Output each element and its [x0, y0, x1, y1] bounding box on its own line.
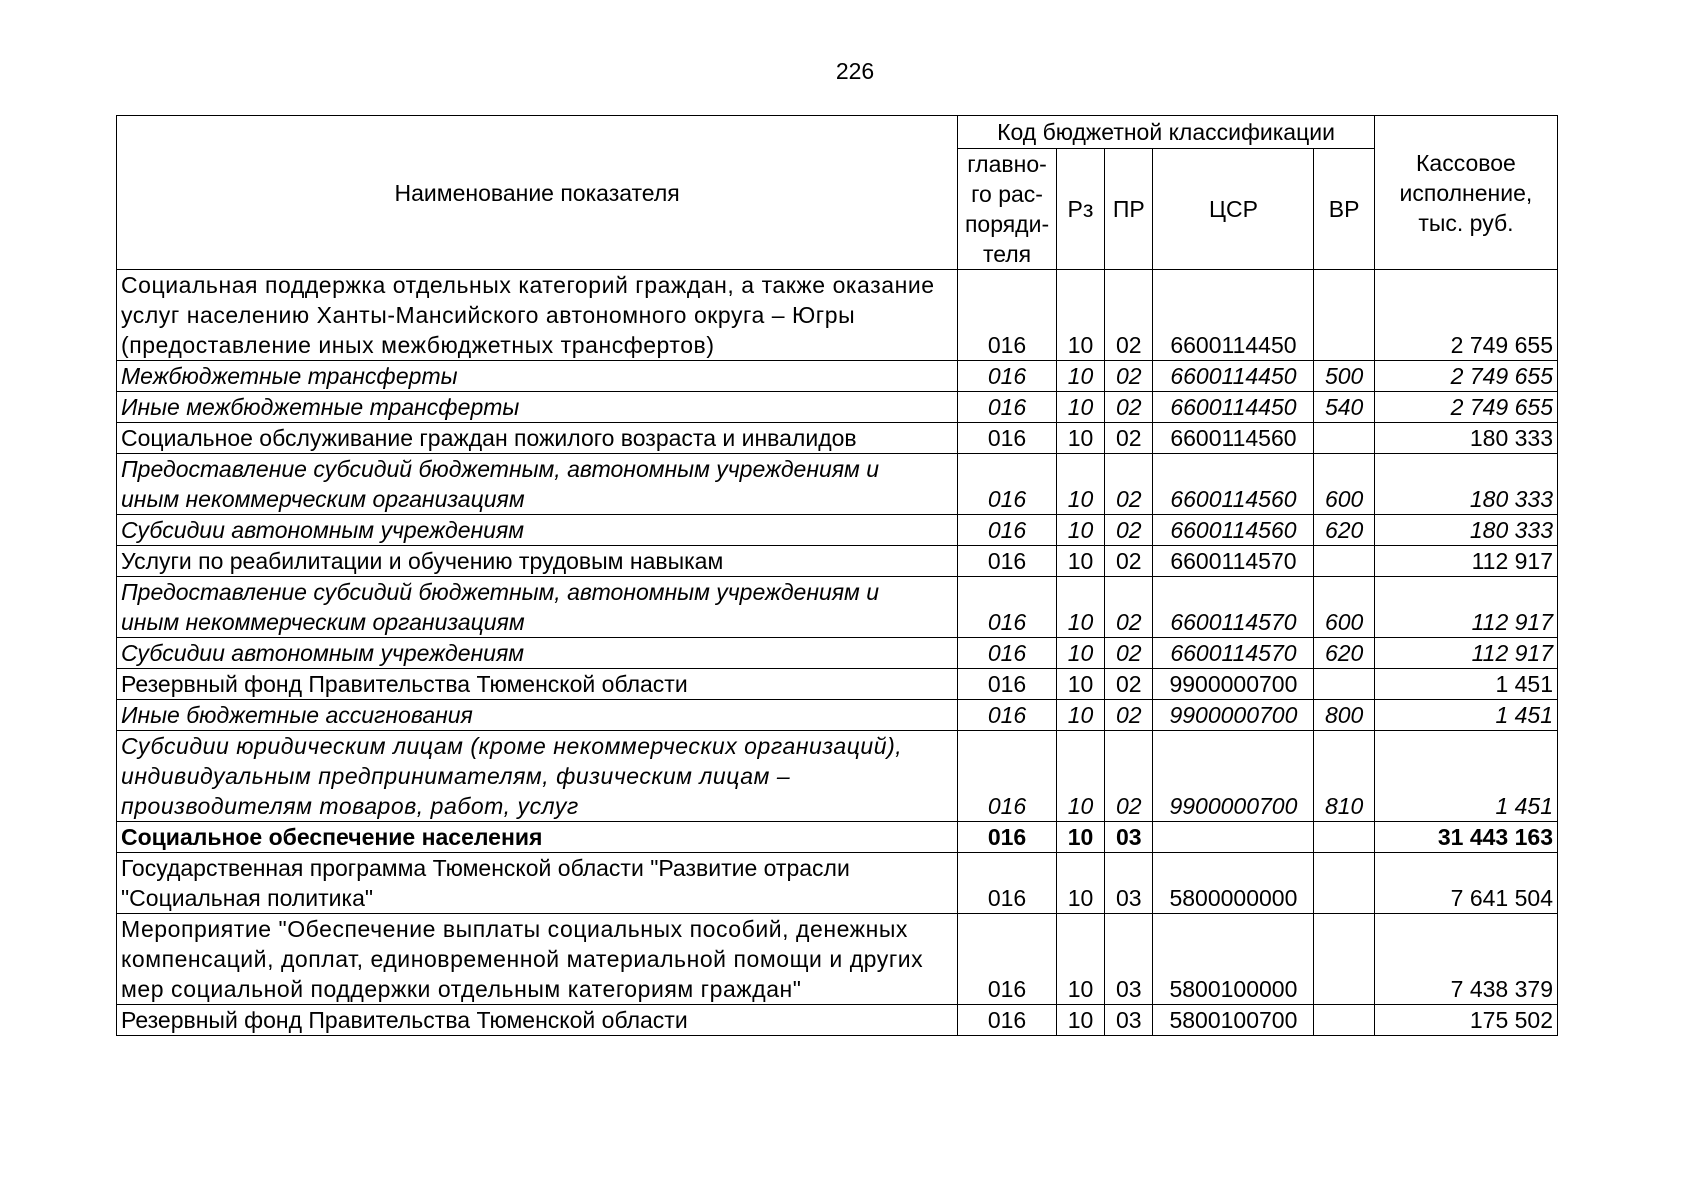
- cell-csr: 6600114570: [1153, 546, 1314, 577]
- table-row: [117, 853, 1558, 914]
- cell-rz: 10: [1056, 361, 1104, 392]
- cell-main-manager: 016: [958, 700, 1057, 731]
- row-name: [117, 669, 958, 700]
- header-main-manager: [958, 149, 1057, 270]
- cell-csr: 5800000000: [1153, 853, 1314, 914]
- table-body: [117, 270, 1558, 1036]
- cell-pr: 03: [1105, 1005, 1153, 1036]
- row-name: [117, 853, 958, 914]
- row-name-line: Социальное обслуживание граждан пожилого возраста и инвалидов: [121, 425, 857, 451]
- cell-vr: 600: [1314, 577, 1374, 638]
- cell-amount: 2 749 655: [1374, 392, 1557, 423]
- row-name-line: Субсидии юридическим лицам (кроме некоммерческих организаций),: [121, 733, 903, 759]
- row-name: [117, 1005, 958, 1036]
- table-row: [117, 392, 1558, 423]
- header-exec-line: исполнение,: [1399, 179, 1533, 206]
- cell-rz: 10: [1056, 669, 1104, 700]
- cell-rz: 10: [1056, 577, 1104, 638]
- header-glav-line: теля: [982, 241, 1032, 267]
- table-row: [117, 577, 1558, 638]
- cell-pr: 03: [1105, 914, 1153, 1005]
- row-name-line: Межбюджетные трансферты: [121, 363, 458, 389]
- cell-csr: 6600114450: [1153, 392, 1314, 423]
- table-row: [117, 361, 1558, 392]
- header-cash-execution: [1374, 116, 1557, 270]
- row-name-line: услуг населению Ханты-Мансийского автономного округа – Югры: [121, 302, 856, 328]
- row-name: [117, 577, 958, 638]
- row-name: [117, 914, 958, 1005]
- row-name-line: Социальная поддержка отдельных категорий граждан, а также оказание: [121, 272, 935, 298]
- cell-amount: 1 451: [1374, 700, 1557, 731]
- cell-rz: 10: [1056, 454, 1104, 515]
- cell-csr: 6600114560: [1153, 515, 1314, 546]
- header-vr: ВР: [1314, 149, 1374, 270]
- cell-rz: 10: [1056, 700, 1104, 731]
- cell-rz: 10: [1056, 731, 1104, 822]
- cell-vr: [1314, 546, 1374, 577]
- cell-rz: 10: [1056, 853, 1104, 914]
- cell-amount: 180 333: [1374, 454, 1557, 515]
- cell-pr: 02: [1105, 546, 1153, 577]
- table-row: [117, 669, 1558, 700]
- cell-main-manager: 016: [958, 822, 1057, 853]
- cell-vr: 600: [1314, 454, 1374, 515]
- cell-vr: [1314, 914, 1374, 1005]
- cell-csr: 6600114570: [1153, 638, 1314, 669]
- row-name: [117, 700, 958, 731]
- cell-vr: 540: [1314, 392, 1374, 423]
- table-row: [117, 546, 1558, 577]
- row-name-line: Субсидии автономным учреждениям: [121, 640, 525, 666]
- cell-pr: 03: [1105, 853, 1153, 914]
- budget-table: [116, 115, 1558, 1036]
- cell-pr: 02: [1105, 423, 1153, 454]
- row-name-line: иным некоммерческим организациям: [121, 609, 525, 635]
- cell-main-manager: 016: [958, 454, 1057, 515]
- cell-main-manager: 016: [958, 669, 1057, 700]
- cell-csr: 9900000700: [1153, 669, 1314, 700]
- cell-rz: 10: [1056, 822, 1104, 853]
- cell-pr: 02: [1105, 361, 1153, 392]
- cell-csr: 6600114560: [1153, 454, 1314, 515]
- cell-vr: [1314, 822, 1374, 853]
- row-name-line: Резервный фонд Правительства Тюменской области: [121, 671, 688, 697]
- cell-pr: 02: [1105, 392, 1153, 423]
- cell-amount: 1 451: [1374, 669, 1557, 700]
- cell-rz: 10: [1056, 638, 1104, 669]
- header-glav-line: го рас-: [971, 181, 1043, 207]
- cell-csr: [1153, 822, 1314, 853]
- cell-vr: 620: [1314, 515, 1374, 546]
- cell-pr: 02: [1105, 270, 1153, 361]
- row-name-line: Иные межбюджетные трансферты: [121, 394, 520, 420]
- cell-vr: 620: [1314, 638, 1374, 669]
- cell-pr: 02: [1105, 454, 1153, 515]
- row-name: [117, 822, 958, 853]
- table-row: [117, 914, 1558, 1005]
- row-name-line: Государственная программа Тюменской области "Развитие отрасли: [121, 855, 850, 881]
- row-name-line: "Социальная политика": [121, 885, 374, 911]
- row-name: [117, 638, 958, 669]
- row-name-line: Резервный фонд Правительства Тюменской области: [121, 1007, 688, 1033]
- cell-main-manager: 016: [958, 270, 1057, 361]
- cell-main-manager: 016: [958, 361, 1057, 392]
- row-name: [117, 731, 958, 822]
- table-row: [117, 515, 1558, 546]
- cell-amount: 1 451: [1374, 731, 1557, 822]
- row-name-line: (предоставление иных межбюджетных трансфертов): [121, 332, 715, 358]
- cell-rz: 10: [1056, 270, 1104, 361]
- cell-csr: 9900000700: [1153, 731, 1314, 822]
- cell-main-manager: 016: [958, 546, 1057, 577]
- cell-csr: 6600114560: [1153, 423, 1314, 454]
- cell-rz: 10: [1056, 1005, 1104, 1036]
- cell-vr: [1314, 270, 1374, 361]
- table-row: [117, 822, 1558, 853]
- cell-pr: 02: [1105, 669, 1153, 700]
- header-glav-line: поряди-: [964, 211, 1050, 237]
- cell-rz: 10: [1056, 515, 1104, 546]
- row-name: [117, 515, 958, 546]
- table-row: [117, 638, 1558, 669]
- cell-rz: 10: [1056, 392, 1104, 423]
- cell-csr: 6600114450: [1153, 270, 1314, 361]
- table-row: [117, 423, 1558, 454]
- cell-main-manager: 016: [958, 914, 1057, 1005]
- cell-main-manager: 016: [958, 638, 1057, 669]
- cell-amount: 175 502: [1374, 1005, 1557, 1036]
- row-name: [117, 392, 958, 423]
- row-name-line: мер социальной поддержки отдельным категориям граждан": [121, 976, 802, 1002]
- cell-amount: 180 333: [1374, 515, 1557, 546]
- header-exec-line: Кассовое: [1416, 149, 1516, 176]
- cell-csr: 5800100700: [1153, 1005, 1314, 1036]
- cell-main-manager: 016: [958, 731, 1057, 822]
- header-rz: Рз: [1056, 149, 1104, 270]
- cell-rz: 10: [1056, 546, 1104, 577]
- cell-vr: 500: [1314, 361, 1374, 392]
- row-name: [117, 423, 958, 454]
- table-row: [117, 454, 1558, 515]
- row-name-line: Предоставление субсидий бюджетным, автономным учреждениям и: [121, 579, 880, 605]
- row-name-line: компенсаций, доплат, единовременной материальной помощи и других: [121, 946, 924, 972]
- cell-amount: 2 749 655: [1374, 270, 1557, 361]
- row-name-line: Субсидии автономным учреждениям: [121, 517, 525, 543]
- header-glav-line: главно-: [967, 151, 1047, 177]
- row-name-line: Услуги по реабилитации и обучению трудовым навыкам: [121, 548, 724, 574]
- page-number: 226: [835, 58, 875, 84]
- row-name: [117, 270, 958, 361]
- cell-csr: 6600114570: [1153, 577, 1314, 638]
- cell-amount: 112 917: [1374, 638, 1557, 669]
- row-name-line: Предоставление субсидий бюджетным, автономным учреждениям и: [121, 456, 880, 482]
- row-name-line: иным некоммерческим организациям: [121, 486, 525, 512]
- row-name-line: производителям товаров, работ, услуг: [121, 793, 579, 819]
- cell-vr: 800: [1314, 700, 1374, 731]
- cell-main-manager: 016: [958, 853, 1057, 914]
- header-exec-line: тыс. руб.: [1418, 209, 1514, 236]
- header-kbk-group: Код бюджетной классификации: [958, 116, 1375, 149]
- cell-csr: 5800100000: [1153, 914, 1314, 1005]
- cell-main-manager: 016: [958, 423, 1057, 454]
- cell-vr: [1314, 669, 1374, 700]
- cell-pr: 02: [1105, 731, 1153, 822]
- header-csr: ЦСР: [1153, 149, 1314, 270]
- cell-rz: 10: [1056, 423, 1104, 454]
- cell-vr: [1314, 423, 1374, 454]
- cell-amount: 31 443 163: [1374, 822, 1557, 853]
- table-row: [117, 700, 1558, 731]
- row-name-line: Иные бюджетные ассигнования: [121, 702, 473, 728]
- row-name: [117, 454, 958, 515]
- cell-amount: 7 641 504: [1374, 853, 1557, 914]
- cell-amount: 112 917: [1374, 546, 1557, 577]
- cell-vr: [1314, 1005, 1374, 1036]
- cell-csr: 9900000700: [1153, 700, 1314, 731]
- table-row: [117, 1005, 1558, 1036]
- cell-main-manager: 016: [958, 1005, 1057, 1036]
- table-row: [117, 270, 1558, 361]
- header-name-column: Наименование показателя: [117, 116, 958, 270]
- cell-pr: 02: [1105, 577, 1153, 638]
- cell-main-manager: 016: [958, 515, 1057, 546]
- table-row: [117, 731, 1558, 822]
- cell-pr: 02: [1105, 515, 1153, 546]
- row-name-line: индивидуальным предпринимателям, физическим лицам –: [121, 763, 791, 789]
- row-name-line: Мероприятие "Обеспечение выплаты социальных пособий, денежных: [121, 916, 908, 942]
- cell-main-manager: 016: [958, 577, 1057, 638]
- cell-amount: 180 333: [1374, 423, 1557, 454]
- cell-vr: 810: [1314, 731, 1374, 822]
- header-pr: ПР: [1105, 149, 1153, 270]
- cell-amount: 2 749 655: [1374, 361, 1557, 392]
- cell-vr: [1314, 853, 1374, 914]
- cell-pr: 02: [1105, 700, 1153, 731]
- cell-pr: 03: [1105, 822, 1153, 853]
- cell-rz: 10: [1056, 914, 1104, 1005]
- cell-pr: 02: [1105, 638, 1153, 669]
- row-name: [117, 361, 958, 392]
- row-name: [117, 546, 958, 577]
- cell-csr: 6600114450: [1153, 361, 1314, 392]
- cell-amount: 7 438 379: [1374, 914, 1557, 1005]
- row-name-line: Социальное обеспечение населения: [121, 824, 543, 850]
- cell-main-manager: 016: [958, 392, 1057, 423]
- cell-amount: 112 917: [1374, 577, 1557, 638]
